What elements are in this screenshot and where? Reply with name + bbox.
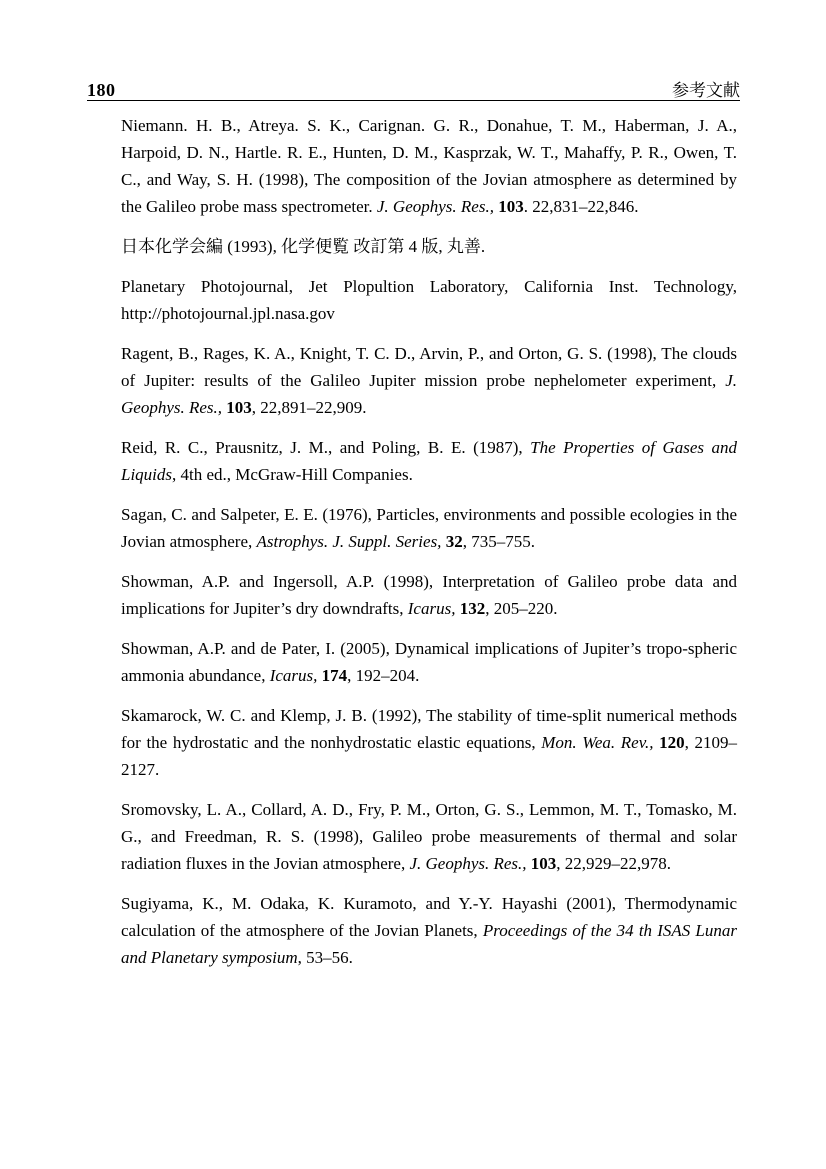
reference-text-italic: J. Geophys. Res., [376,197,494,216]
reference-entry [121,112,737,220]
reference-text-bold: 103 [226,398,252,417]
reference-text-normal: , 735–755. [462,532,535,551]
reference-text-bold: 103 [530,854,557,873]
reference-text-normal: Showman, A.P. and de Pater, I. (2005), Dynamical implications of Jupiter’s tropo-spheric ammonia abundance, [121,639,737,685]
reference-text-italic: Icarus, [269,666,318,685]
reference-entry [121,340,737,421]
page-number: 180 [87,80,116,100]
reference-entry [121,796,737,877]
reference-entry [121,635,737,689]
reference-text-normal: Reid, R. C., Prausnitz, J. M., and Poling, B. E. (1987), [121,438,531,457]
reference-text-normal: Niemann. H. B., Atreya. S. K., Carignan. G. R., Donahue, T. M., Haberman, J. A., Harpoid, D. N., Hartle. R. E., Hunten, D. M., Kasprzak, W. T., Mahaffy, P. R., Owen, T. C., and Way, S. H. (1998), The composition of the Jovian atmosphere as determined by the Galileo probe mass spectrometer. [121,116,737,216]
reference-text-bold: 103 [498,197,524,216]
reference-text-normal: . 22,831–22,846. [523,197,639,216]
reference-text-normal: Planetary Photojournal, Jet Plopultion Laboratory, California Inst. Technology, http://photojournal.jpl.nasa.gov [121,277,737,323]
reference-text-normal: Skamarock, W. C. and Klemp, J. B. (1992), The stability of time-split numerical methods for the hydrostatic and the nonhydrostatic elastic equations, [121,706,737,752]
reference-text-italic: Mon. Wea. Rev., [541,733,654,752]
reference-entry [121,568,737,622]
header-section-title: 参考文献 [672,81,740,100]
page-header [87,76,740,101]
reference-text-italic: Icarus, [407,599,456,618]
reference-text-normal: Sugiyama, K., M. Odaka, K. Kuramoto, and Y.-Y. Hayashi (2001), Thermodynamic calculation of the atmosphere of the Jovian Planets, [121,894,737,940]
reference-text-normal: Showman, A.P. and Ingersoll, A.P. (1998), Interpretation of Galileo probe data and implications for Jupiter’s dry downdrafts, [121,572,737,618]
reference-entry [121,434,737,488]
reference-text-italic: J. Geophys. Res., [121,371,737,417]
reference-text-italic: J. Geophys. Res., [409,854,527,873]
reference-text-normal: , 53–56. [297,948,353,967]
reference-text-normal: Sagan, C. and Salpeter, E. E. (1976), Particles, environments and possible ecologies in the Jovian atmosphere, [121,505,737,551]
reference-text-italic: Astrophys. J. Suppl. Series, [256,532,442,551]
reference-text-italic: Proceedings of the 34 th ISAS Lunar and Planetary symposium [121,921,737,967]
reference-text-bold: 120 [659,733,685,752]
reference-text-normal: , 2109–2127. [121,733,738,779]
reference-text-normal: , 192–204. [347,666,420,685]
reference-entry [121,273,737,327]
reference-text-normal: , 4th ed., McGraw-Hill Companies. [172,465,413,484]
reference-text-normal: , 205–220. [485,599,558,618]
reference-entry [121,233,737,260]
reference-entry [121,702,737,783]
reference-text-normal: , 22,891–22,909. [251,398,367,417]
reference-text-bold: 32 [445,532,463,551]
reference-text-normal: , 22,929–22,978. [556,854,672,873]
reference-text-bold: 174 [321,666,348,685]
reference-text-italic: The Properties of Gases and Liquids [121,438,738,484]
reference-entry [121,890,737,971]
reference-text-normal: Ragent, B., Rages, K. A., Knight, T. C. D., Arvin, P., and Orton, G. S. (1998), The clouds of Jupiter: results of the Galileo Jupiter mission probe nephelometer experiment, [121,344,737,390]
reference-text-bold: 132 [459,599,486,618]
references-list [121,112,737,984]
reference-text-normal: 日本化学会編 (1993), 化学便覧 改訂第 4 版, 丸善. [121,237,486,256]
reference-text-normal: Sromovsky, L. A., Collard, A. D., Fry, P. M., Orton, G. S., Lemmon, M. T., Tomasko, M. G., and Freedman, R. S. (1998), Galileo probe measurements of thermal and solar radiation fluxes in the Jovian atmosphere, [121,800,737,873]
header-rule [87,100,740,101]
reference-entry [121,501,737,555]
